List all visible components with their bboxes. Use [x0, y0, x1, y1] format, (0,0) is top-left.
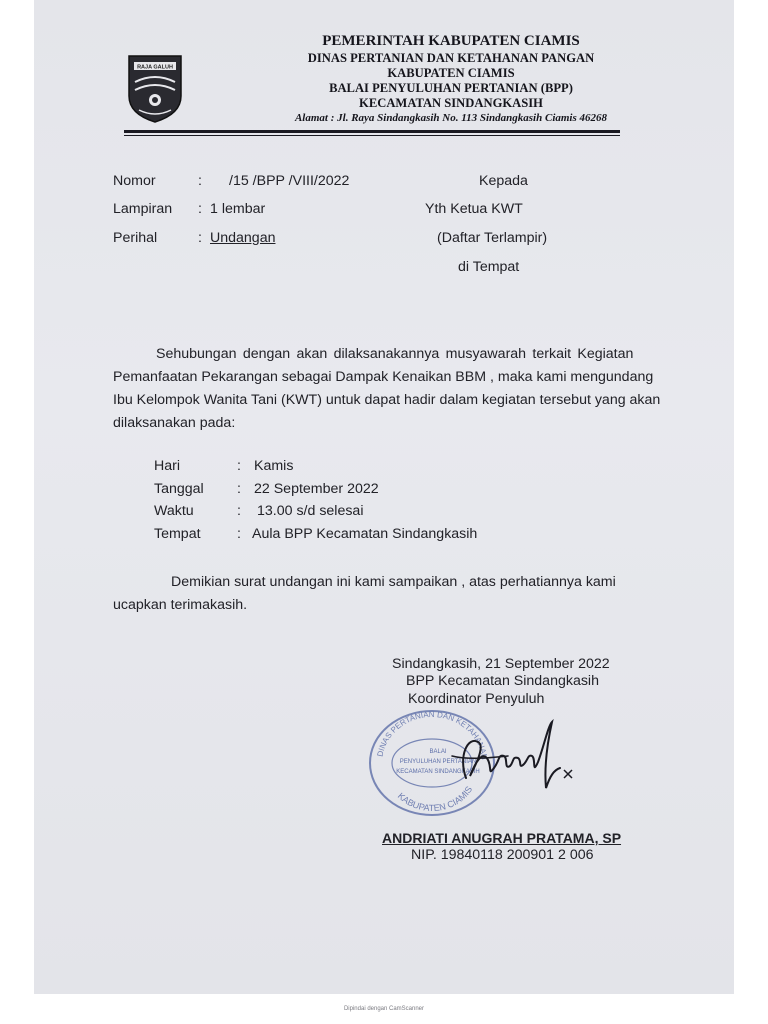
detail-waktu-value: 13.00 s/d selesai [257, 503, 364, 519]
letterhead-line-4: BALAI PENYULUHAN PERTANIAN (BPP) [329, 81, 573, 95]
detail-hari-colon: : [237, 458, 241, 474]
detail-tanggal-value: 22 September 2022 [254, 481, 379, 497]
detail-waktu-label: Waktu [154, 503, 194, 519]
detail-tempat-label: Tempat [154, 526, 201, 542]
signatory-name: ANDRIATI ANUGRAH PRATAMA, SP [382, 830, 622, 846]
handwritten-signature-icon [448, 716, 588, 796]
closing-line-2: ucapkan terimakasih. [113, 597, 248, 613]
perihal-value: Undangan [210, 230, 276, 246]
paragraph-line-4: dilaksanakan pada: [113, 415, 236, 431]
scanner-footer: Dipindai dengan CamScanner [343, 1006, 425, 1012]
detail-hari-value: Kamis [254, 458, 294, 474]
stamp-inner-2: PENYULUHAN PERTANIAN [399, 759, 477, 765]
lampiran-value: 1 lembar [210, 201, 266, 217]
recipient-yth: Yth Ketua KWT [425, 201, 523, 217]
detail-hari-label: Hari [154, 458, 181, 474]
recipient-tempat: di Tempat [458, 259, 520, 275]
recipient-kepada: Kepada [479, 173, 528, 189]
signature-role: Koordinator Penyuluh [408, 691, 545, 707]
detail-tempat-colon: : [237, 526, 241, 542]
perihal-colon: : [198, 230, 202, 246]
kabupaten-logo-icon [125, 52, 185, 124]
detail-waktu-colon: : [237, 503, 241, 519]
letterhead-line-1: PEMERINTAH KABUPATEN CIAMIS [322, 33, 580, 49]
paragraph-line-1: Sehubungan dengan akan dilaksanakannya musyawarah terkait Kegiatan [156, 346, 634, 362]
detail-tanggal-label: Tanggal [154, 481, 204, 497]
letterhead-address: Alamat : Jl. Raya Sindangkasih No. 113 Sindangkasih Ciamis 46268 [294, 112, 608, 124]
letterhead-line-5: KECAMATAN SINDANGKASIH [359, 96, 543, 110]
letterhead-line-2: DINAS PERTANIAN DAN KETAHANAN PANGAN [307, 51, 595, 65]
logo-text: RAJA GALUH [137, 64, 173, 71]
lampiran-label: Lampiran [113, 201, 173, 217]
signature-place-date: Sindangkasih, 21 September 2022 [392, 656, 610, 672]
detail-tempat-value: Aula BPP Kecamatan Sindangkasih [252, 526, 478, 542]
stamp-ring-top: DINAS PERTANIAN DAN KETAHANAN [375, 709, 489, 761]
signatory-nip: NIP. 19840118 200901 2 006 [411, 847, 594, 863]
closing-line-1: Demikian surat undangan ini kami sampaikan , atas perhatiannya kami [171, 574, 616, 590]
paragraph-line-3: Ibu Kelompok Wanita Tani (KWT) untuk dapat hadir dalam kegiatan tersebut yang akan [113, 392, 661, 408]
nomor-value: /15 /BPP /VIII/2022 [229, 173, 350, 189]
nomor-label: Nomor [113, 173, 156, 189]
stamp-inner-3: KECAMATAN SINDANGKASIH [396, 769, 480, 775]
nomor-colon: : [198, 173, 202, 189]
perihal-label: Perihal [113, 230, 158, 246]
stamp-ring-bottom: KABUPATEN CIAMIS [395, 784, 475, 814]
lampiran-colon: : [198, 201, 202, 217]
detail-tanggal-colon: : [237, 481, 241, 497]
letterhead-line-3: KABUPATEN CIAMIS [387, 66, 515, 80]
paragraph-line-2: Pemanfaatan Pekarangan sebagai Dampak Kenaikan BBM , maka kami mengundang [113, 369, 654, 385]
recipient-daftar: (Daftar Terlampir) [437, 230, 548, 246]
signature-org: BPP Kecamatan Sindangkasih [406, 673, 599, 689]
stamp-inner-1: BALAI [429, 749, 447, 755]
letterhead-rule-thick [124, 130, 620, 133]
letterhead-rule-thin [124, 135, 620, 136]
